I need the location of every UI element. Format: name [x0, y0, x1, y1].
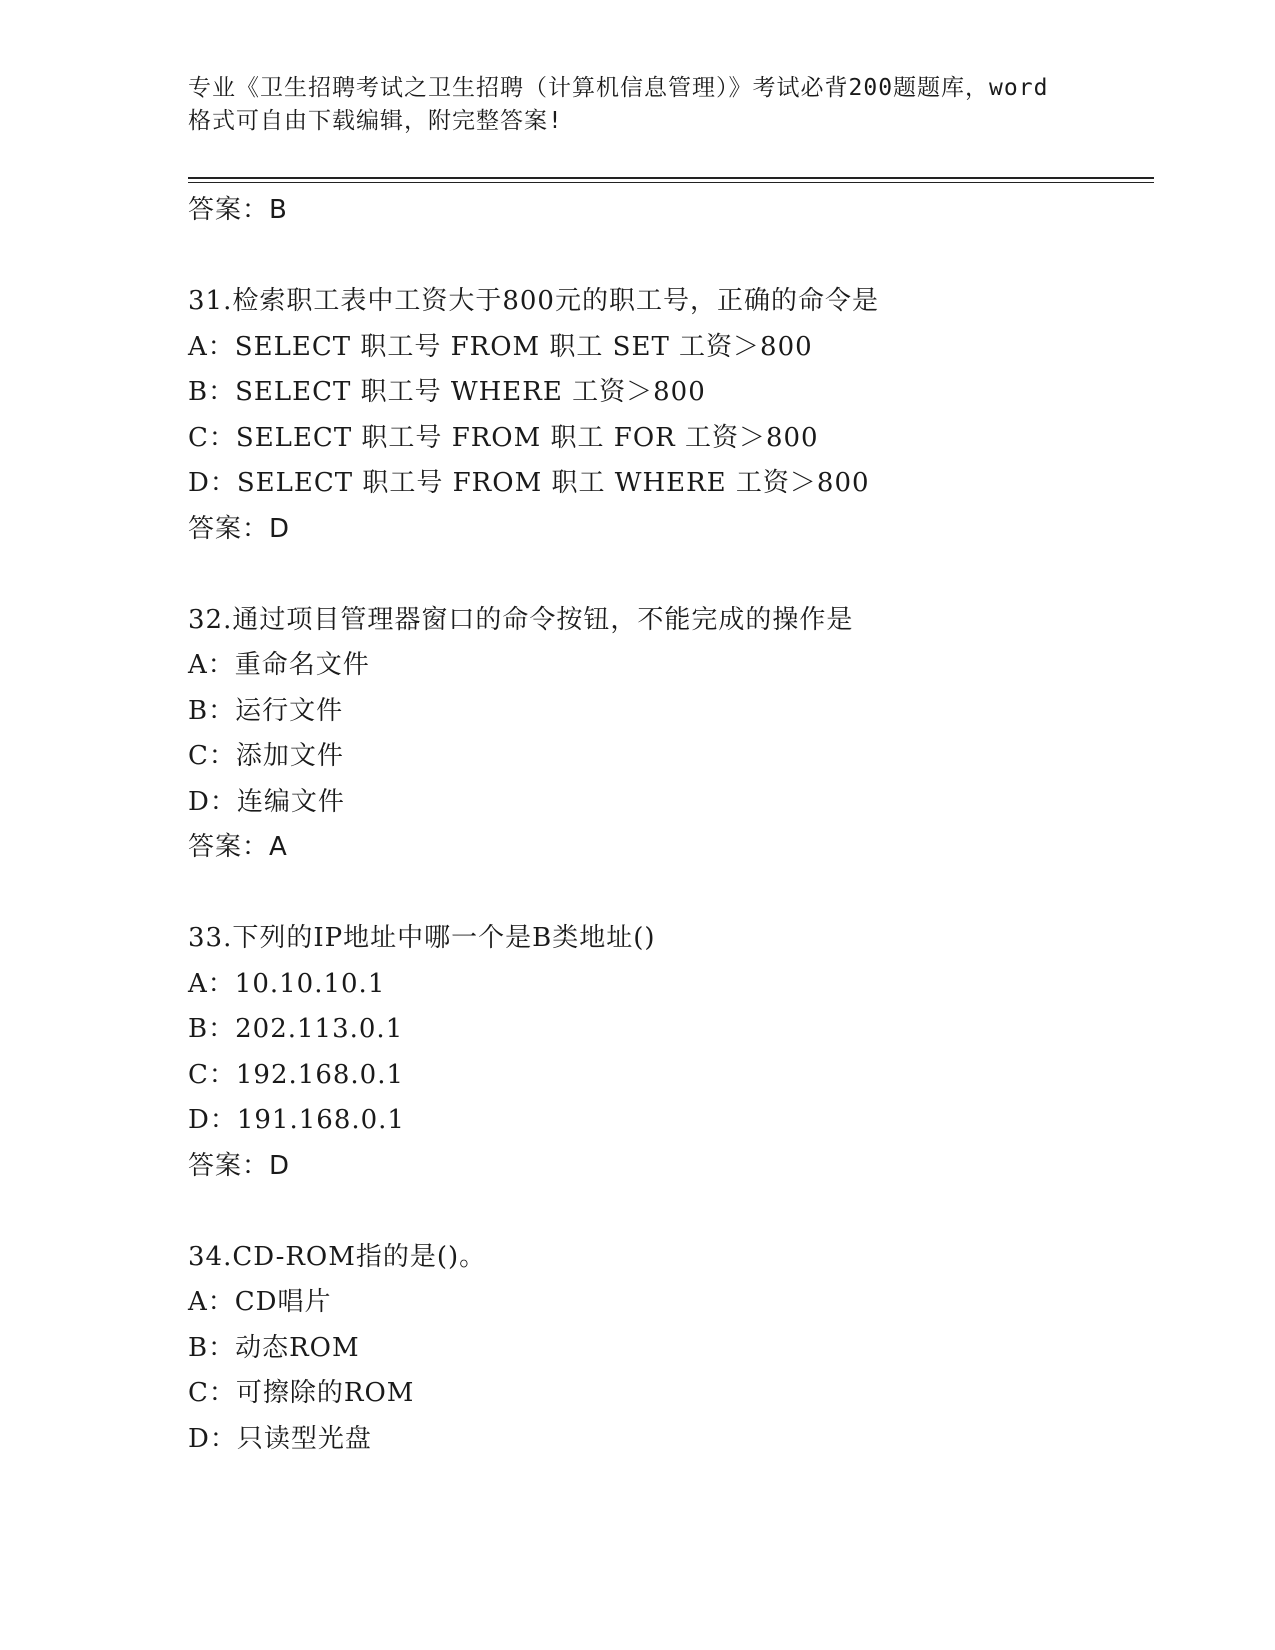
spacer [188, 871, 1148, 917]
header-rule-thin [188, 182, 1154, 183]
option-d: D：连编文件 [188, 786, 345, 817]
option-b: B：动态ROM [188, 1332, 360, 1363]
option-a: A：CD唱片 [188, 1287, 332, 1317]
option-c: C：添加文件 [188, 741, 344, 771]
answer: 答案：D [188, 1150, 291, 1181]
option-b: B：运行文件 [188, 695, 344, 726]
option-a: A：SELECT 职工号 FROM 职工 SET 工资＞800 [188, 331, 813, 362]
previous-answer: 答案：B [188, 195, 288, 225]
option-c: C：192.168.0.1 [188, 1059, 405, 1090]
question-stem: 32.通过项目管理器窗口的命令按钮，不能完成的操作是 [188, 604, 854, 635]
spacer [188, 234, 1148, 280]
option-a: A：10.10.10.1 [188, 968, 386, 999]
answer: 答案：D [188, 513, 291, 544]
option-d: D：191.168.0.1 [188, 1105, 405, 1135]
option-d: D：只读型光盘 [188, 1423, 372, 1454]
question-stem: 33.下列的IP地址中哪一个是B类地址() [188, 923, 656, 953]
header-line-2: 格式可自由下载编辑，附完整答案! [188, 108, 563, 134]
header-line-1: 专业《卫生招聘考试之卫生招聘（计算机信息管理）》考试必背200题题库，word [188, 75, 1049, 101]
question-stem: 34.CD-ROM指的是()。 [188, 1241, 487, 1272]
option-b: B：202.113.0.1 [188, 1014, 404, 1044]
question-stem: 31.检索职工表中工资大于800元的职工号，正确的命令是 [188, 286, 879, 316]
header-rule-thick [188, 177, 1154, 179]
option-d: D：SELECT 职工号 FROM 职工 WHERE 工资＞800 [188, 468, 870, 498]
option-c: C：可擦除的ROM [188, 1378, 415, 1408]
question-list [188, 188, 1148, 1462]
option-c: C：SELECT 职工号 FROM 职工 FOR 工资＞800 [188, 422, 819, 453]
question-33 [188, 916, 1148, 1189]
question-31 [188, 279, 1148, 552]
answer: 答案：A [188, 832, 288, 862]
option-a: A：重命名文件 [188, 650, 370, 680]
document-header [188, 72, 1088, 138]
spacer [188, 552, 1148, 598]
question-32 [188, 598, 1148, 871]
question-34 [188, 1235, 1148, 1463]
option-b: B：SELECT 职工号 WHERE 工资＞800 [188, 377, 706, 407]
spacer [188, 1189, 1148, 1235]
